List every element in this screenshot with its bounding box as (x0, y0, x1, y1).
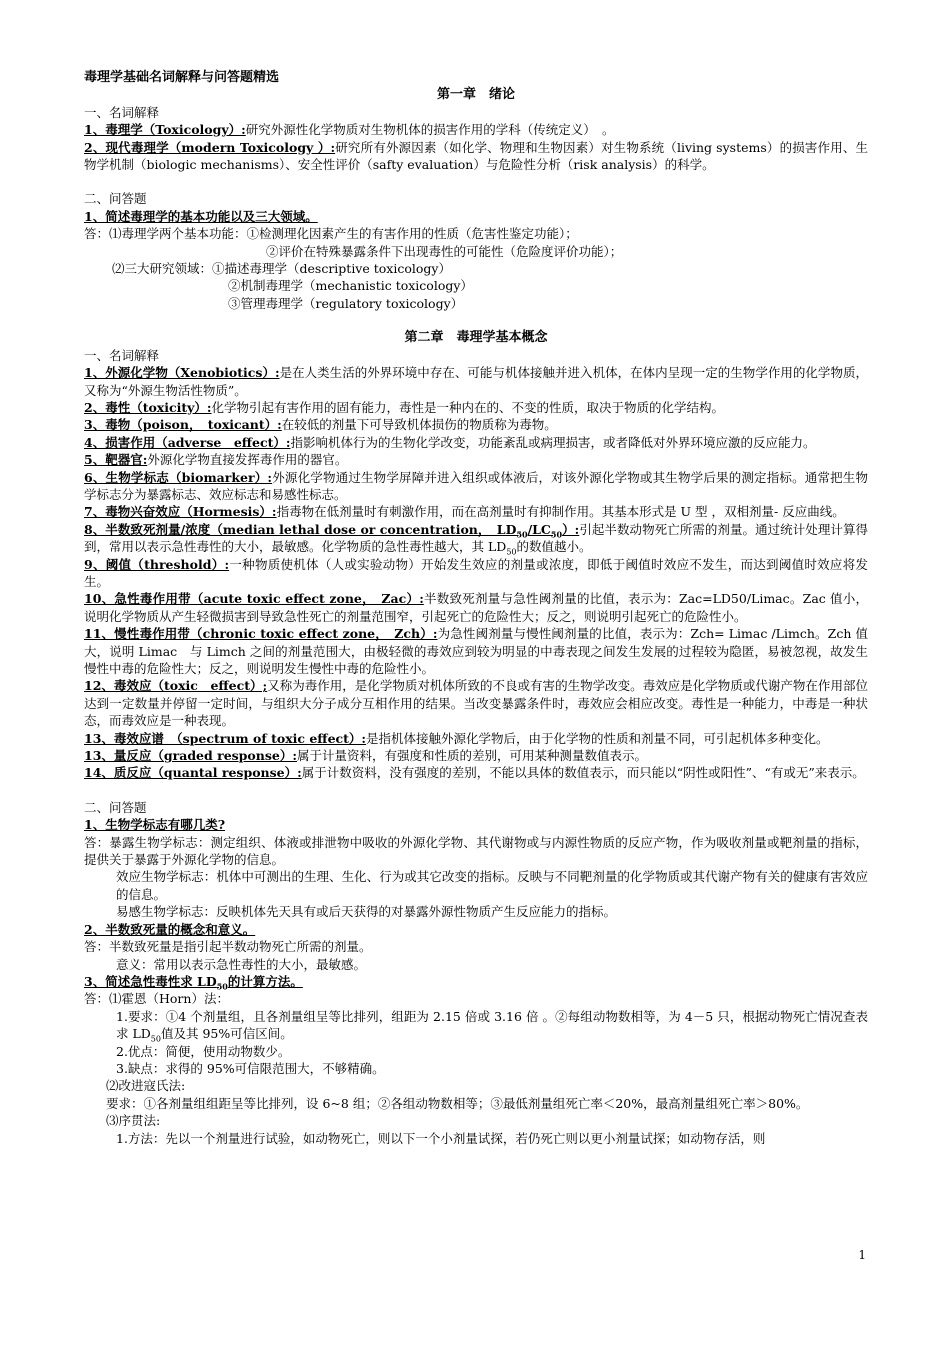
question: 1、简述毒理学的基本功能以及三大领域。 (84, 208, 318, 224)
term-name: 13、毒效应谱 （spectrum of toxic effect）: (84, 730, 367, 746)
question: 3、简述急性毒性求 $LD_{50}$的计算方法。 (84, 973, 303, 992)
term-name: 9、阈值（threshold）: (84, 556, 230, 572)
term-entry (84, 590, 868, 625)
answer-line: 要求：①各剂量组组距呈等比排列，设 6~8 组；②各组动物数相等；③最低剂量组死亡率＜20%，最高剂量组死亡率＞80%。 (106, 1095, 809, 1111)
term-definition: 一种物质使机体（人或实验动物）开始发生效应的剂量或浓度，即低于阈值时效应不发生，而达到阈值时效应将发生。 (84, 556, 868, 589)
term-definition: 指毒物在低剂量时有刺激作用，而在高剂量时有抑制作用。其基本形式是 U 型 ，双相剂量- 反应曲线。 (276, 504, 845, 520)
question: 1、生物学标志有哪几类? (84, 817, 226, 833)
term-entry (84, 677, 868, 729)
answer-line: ②评价在特殊暴露条件下出现毒性的可能性（危险度评价功能）； (266, 243, 623, 259)
page-number: 1 (858, 1248, 866, 1262)
term-name: 2、现代毒理学（modern Toxicology ）: (84, 139, 336, 155)
answer-line: 1.方法：先以一个剂量进行试验，如动物死亡，则以下一个小剂量试探，若仍死亡则以更小剂量试探；如动物存活，则 (116, 1130, 766, 1146)
term-entry (84, 139, 868, 174)
term-definition: 化学物引起有害作用的固有能力，毒性是一种内在的、不变的性质，取决于物质的化学结构。 (211, 399, 725, 415)
term-name: 11、慢性毒作用带（chronic toxic effect zone， Zch）: (84, 626, 438, 642)
term-entry (84, 747, 868, 764)
term-name: 1、毒理学（Toxicology）: (84, 122, 246, 138)
answer-line: ⑵改进寇氏法: (106, 1078, 186, 1094)
term-definition: 外源化学物直接发挥毒作用的器官。 (147, 452, 348, 468)
answer-line: 2.优点：简便，使用动物数少。 (116, 1043, 291, 1059)
term-definition: 半数致死剂量与急性阈剂量的比值，表示为：Zac=LD50/Limac。Zac 值小，说明化学物质从产生轻微损害到导致急性死亡的剂量范围窄，引起死亡的危险性大；反之，则说明引起死亡的危险性小。 (84, 591, 868, 624)
term-definition: 为急性阈剂量与慢性阈剂量的比值，表示为：Zch= Limac /Limch。Zch 值大，说明 Limac 与 Limch 之间的剂量范围大，由极轻微的毒效应到较为明显的中毒表现之间发生发展的过程较为隐匿，易被忽视，故发生慢性中毒的危险性大；反之，则说明发生慢性中毒的危险性小。 (84, 626, 868, 676)
answer-line: 答：半数致死量是指引起半数动物死亡所需的剂量。 (84, 939, 372, 955)
section-heading: 一、名词解释 (84, 104, 160, 120)
term-name: 2、毒性（toxicity）: (84, 399, 212, 415)
term-name: 5、靶器官: (84, 452, 148, 468)
term-definition: 属于计量资料，有强度和性质的差别，可用某种测量数值表示。 (296, 748, 647, 764)
term-name: 7、毒物兴奋效应（Hormesis）: (84, 504, 277, 520)
term-entry (84, 451, 868, 468)
answer-line: 答：⑴毒理学两个基本功能：①检测理化因素产生的有害作用的性质（危害性鉴定功能）； (84, 226, 578, 242)
term-name: 6、生物学标志（biomarker）: (84, 469, 273, 485)
term-entry (84, 434, 868, 451)
term-name: 4、损害作用（adverse effect）: (84, 434, 291, 450)
term-definition: 指影响机体行为的生物化学改变，功能紊乱或病理损害，或者降低对外界环境应激的反应能力。 (290, 434, 816, 450)
question: 2、半数致死量的概念和意义。 (84, 921, 256, 937)
term-definition: 研究所有外源因素（如化学、物理和生物因素）对生物系统（living systems）的损害作用、生物学机制（biologic mechanisms）、安全性评价（safty evaluation）与危险性分析（risk analysis）的科学。 (84, 139, 869, 173)
term-entry (84, 521, 868, 556)
answer-line: 意义：常用以表示急性毒性的大小，最敏感。 (116, 956, 367, 972)
answer-line: ②机制毒理学（mechanistic toxicology） (228, 278, 473, 294)
term-definition: 在较低的剂量下可导致机体损伤的物质称为毒物。 (281, 417, 557, 433)
term-entry (84, 399, 868, 416)
answer-line: ③管理毒理学（regulatory toxicology） (228, 295, 464, 311)
term-entry (84, 730, 868, 747)
term-name: 12、毒效应（toxic effect）; (84, 678, 268, 694)
term-name: 10、急性毒作用带（acute toxic effect zone， Zac）: (84, 591, 424, 607)
term-name: 13、量反应（graded response）: (84, 748, 297, 764)
term-definition: 研究外源性化学物质对生物机体的损害作用的学科（传统定义） 。 (245, 122, 615, 138)
answer-line: 易感生物学标志：反映机体先天具有或后天获得的对暴露外源性物质产生反应能力的指标。 (116, 904, 617, 920)
term-name: 14、质反应（quantal response）: (84, 765, 302, 781)
section-heading: 二、问答题 (84, 191, 147, 207)
term-entry (84, 764, 868, 781)
term-definition: 又称为毒作用，是化学物质对机体所致的不良或有害的生物学改变。毒效应是化学物质或代谢产物在作用部位达到一定数量并停留一定时间，与组织大分子成分互相作用的结果。当改变暴露条件时，毒效应会相应改变。毒性是一种能力，中毒是一种状态，而毒效应是一种表现。 (84, 678, 868, 729)
term-definition: 外源化学物通过生物学屏障并进入组织或体液后，对该外源化学物或其生物学后果的测定指标。通常把生物学标志分为暴露标志、效应标志和易感性标志。 (84, 469, 868, 502)
chapter-2-title: 第二章 毒理学基本概念 (404, 330, 548, 346)
term-entry (84, 556, 868, 591)
term-entry (84, 364, 868, 399)
term-entry (84, 416, 868, 433)
term-name: 1、外源化学物（Xenobiotics）: (84, 365, 280, 381)
answer-line: 答：暴露生物学标志：测定组织、体液或排泄物中吸收的外源化学物、其代谢物或与内源性物质的反应产物，作为吸收剂量或靶剂量的指标，提供关于暴露于外源化学物的信息。 (84, 834, 868, 868)
answer-line: 1.要求：①4 个剂量组，且各剂量组呈等比排列，组距为 2.15 倍或 3.16 倍 。②每组动物数相等，为 4－5 只，根据动物死亡情况查表求 $LD_{50}$值及其 95%可信区间。 (116, 1008, 868, 1044)
chapter-1-title: 第一章 绪论 (436, 87, 515, 103)
term-entry (84, 625, 868, 677)
answer-line: ⑵三大研究领域：①描述毒理学（descriptive toxicology） (112, 261, 451, 277)
term-definition: 是指机体接触外源化学物后，由于化学物的性质和剂量不同，可引起机体多种变化。 (366, 730, 829, 746)
term-name: 3、毒物（poison， toxicant）: (84, 417, 282, 433)
document-title: 毒理学基础名词解释与问答题精选 (84, 70, 280, 85)
term-definition: 是在人类生活的外界环境中存在、可能与机体接触并进入机体，在体内呈现一定的生物学作用的化学物质，又称为“外源生物活性物质”。 (84, 365, 868, 398)
answer-line: 答：⑴霍恩（Horn）法： (84, 991, 229, 1007)
term-entry (84, 503, 868, 520)
term-name: 8、半数致死剂量/浓度（median lethal dose or concentration， $LD_{50}/LC_{50}$）: (84, 521, 580, 540)
section-heading: 一、名词解释 (84, 347, 160, 363)
term-entry (84, 469, 868, 504)
section-heading: 二、问答题 (84, 799, 147, 815)
term-definition: 属于计数资料，没有强度的差别，不能以具体的数值表示，而只能以“阴性或阳性”、“有或无”来表示。 (301, 765, 865, 781)
term-entry (84, 121, 868, 138)
answer-line: 效应生物学标志：机体中可测出的生理、生化、行为或其它改变的指标。反映与不同靶剂量的化学物质或其代谢产物有关的健康有害效应的信息。 (116, 869, 868, 902)
answer-line: ⑶序贯法: (106, 1113, 161, 1129)
document-page (84, 68, 868, 1147)
term-definition: 引起半数动物死亡所需的剂量。通过统计处理计算得到，常用以表示急性毒性的大小，最敏感。化学物质的急性毒性越大，其 $LD_{50}$的数值越小。 (84, 521, 869, 557)
answer-line: 3.缺点：求得的 95%可信限范围大，不够精确。 (116, 1060, 385, 1076)
